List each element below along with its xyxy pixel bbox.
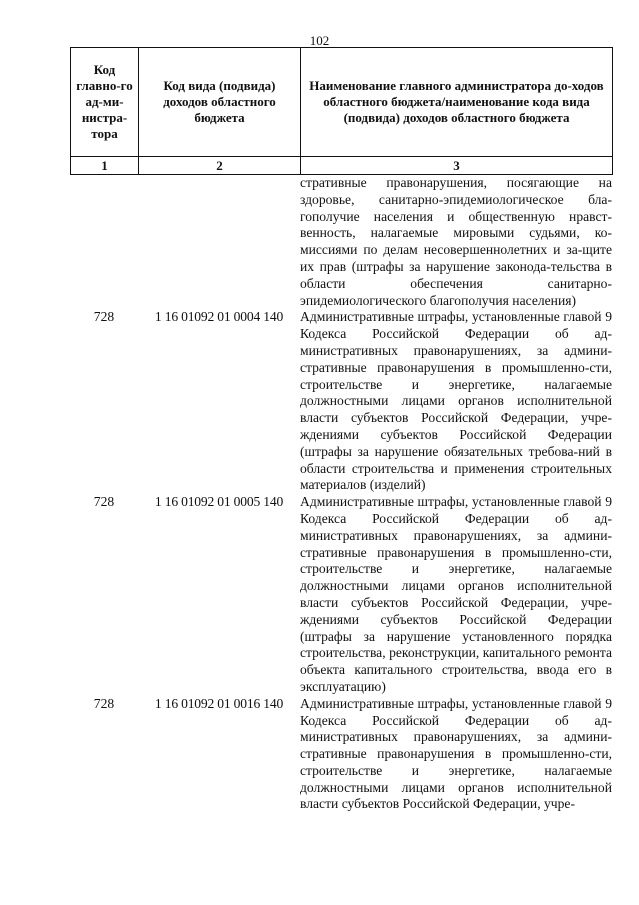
admin-code: 728: [93, 309, 115, 325]
header-name: Наименование главного администратора до-ходов областного бюджета/наименование кода вида (подвида) доходов областного бюджета: [301, 48, 613, 157]
table-row: [70, 309, 612, 494]
revenue-code: 1 16 01092 01 0005 140: [154, 494, 284, 510]
revenue-name: Административные штрафы, установленные главой 9 Кодекса Российской Федерации об ад-министративных правонарушениях, за админи-стративные правонарушения в промышленно-сти, строительстве и энергетике, налагаемые должностными лицами органов исполнительной власти субъектов Российской Федерации, учре-ждениями субъектов Российской Федерации (штрафы за нарушение установленного порядка строительства, реконструкции, капитального ремонта объекта капитального строительства, ввода его в эксплуатацию): [300, 494, 612, 694]
revenue-code: 1 16 01092 01 0004 140: [154, 309, 284, 325]
continuation-text: стративные правонарушения, посягающие на здоровье, санитарно-эпидемиологическое бла-гополучие населения и общественную нравст-венность, налагаемые мировыми судьями, ко-миссиями по делам несовершеннолетних и за-щите их прав (штрафы за нарушение законода-тельства в области обеспечения санитарно-эпидемиологического благополучия населения): [300, 175, 612, 308]
header-revenue-code: Код вида (подвида) доходов областного бюджета: [139, 48, 301, 157]
header-num-3: 3: [301, 157, 613, 175]
header-admin-code: Код главно-го ад-ми-нистра-тора: [71, 48, 139, 157]
admin-code: 728: [93, 494, 115, 510]
table-body: [70, 175, 612, 813]
header-num-1: 1: [71, 157, 139, 175]
table-header: [70, 47, 613, 175]
table-row: [70, 696, 612, 814]
revenue-code: 1 16 01092 01 0016 140: [154, 695, 284, 711]
revenue-name: Административные штрафы, установленные главой 9 Кодекса Российской Федерации об ад-министративных правонарушениях, за админи-стративные правонарушения в промышленно-сти, строительстве и энергетике, налагаемые должностными лицами органов исполнительной власти субъектов Российской Федерации, учре-: [300, 695, 612, 812]
table-row: [70, 494, 612, 696]
header-num-2: 2: [139, 157, 301, 175]
admin-code: 728: [93, 695, 115, 711]
revenue-name: Административные штрафы, установленные главой 9 Кодекса Российской Федерации об ад-министративных правонарушениях, за админи-стративные правонарушения в промышленно-сти, строительстве и энергетике, налагаемые должностными лицами органов исполнительной власти субъектов Российской Федерации, учре-ждениями субъектов Российской Федерации (штрафы за нарушение обязательных требова-ний в области строительства и применения строительных материалов (изделий): [300, 309, 612, 493]
page-number: 102: [309, 33, 330, 48]
